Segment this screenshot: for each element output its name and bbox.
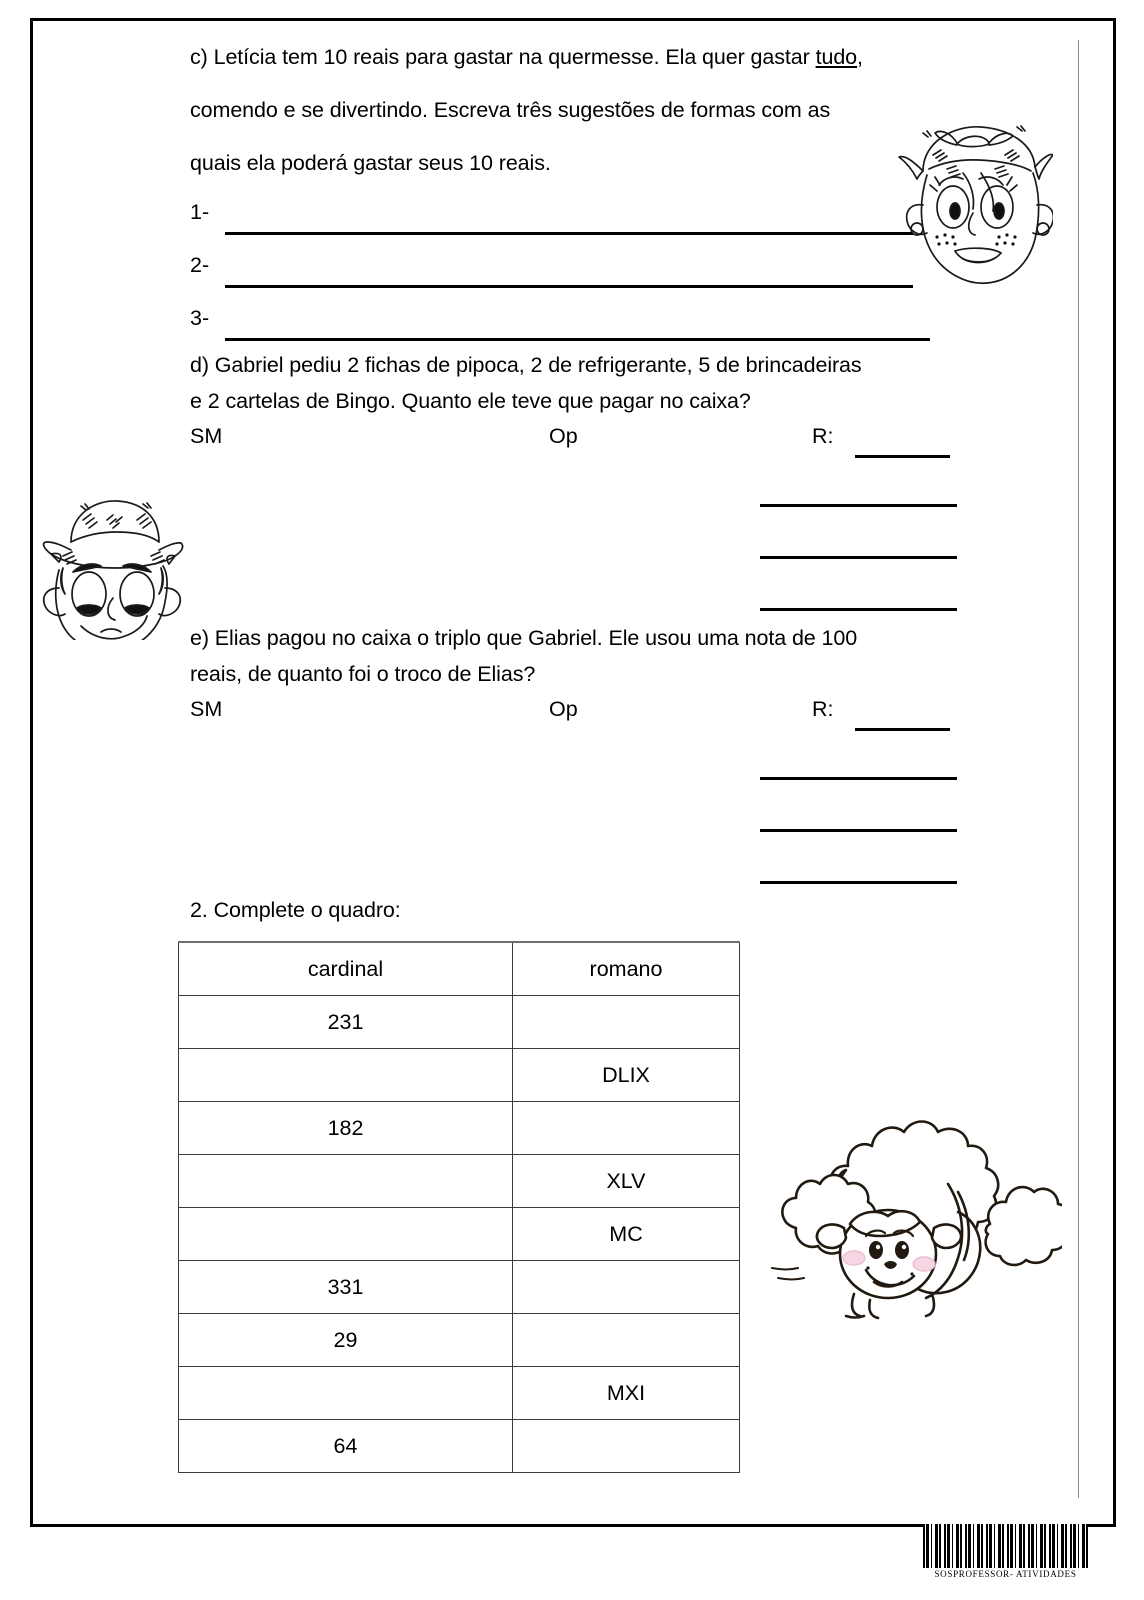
cell-cardinal[interactable]: 182 [179, 1102, 513, 1155]
cell-romano[interactable] [513, 1102, 740, 1155]
cell-romano[interactable] [513, 996, 740, 1049]
question-d-work-line-2[interactable] [760, 556, 957, 559]
cell-romano[interactable]: MXI [513, 1367, 740, 1420]
footer-barcode [923, 1524, 1088, 1579]
question-d-r-label: R: [812, 424, 834, 448]
exercise-2-heading: 2. Complete o quadro: [190, 898, 401, 922]
question-d-line1: d) Gabriel pediu 2 fichas de pipoca, 2 de refrigerante, 5 de brincadeiras [190, 353, 862, 377]
question-e-op-label: Op [549, 697, 578, 721]
girl-with-bandana-illustration [893, 113, 1053, 291]
cell-cardinal[interactable]: 64 [179, 1420, 513, 1473]
question-e-line2: reais, de quanto foi o troco de Elias? [190, 662, 536, 686]
question-e-r-label: R: [812, 697, 834, 721]
suggestion-marker-1: 1- [190, 200, 210, 224]
cell-romano[interactable]: DLIX [513, 1049, 740, 1102]
question-d-answer-blank[interactable] [855, 455, 950, 458]
suggestion-line-1[interactable] [225, 232, 913, 235]
question-e-work-line-3[interactable] [760, 881, 957, 884]
cell-romano[interactable] [513, 1314, 740, 1367]
question-d-work-line-1[interactable] [760, 504, 957, 507]
question-d-line2: e 2 cartelas de Bingo. Quanto ele teve que pagar no caixa? [190, 389, 751, 413]
question-c-emphasis: tudo [815, 45, 858, 69]
table-row [179, 1049, 740, 1102]
question-d-work-line-3[interactable] [760, 608, 957, 611]
cell-romano[interactable]: XLV [513, 1155, 740, 1208]
cell-romano[interactable] [513, 1420, 740, 1473]
cell-cardinal[interactable] [179, 1367, 513, 1420]
table-row [179, 1420, 740, 1473]
question-e-sm-label: SM [190, 697, 223, 721]
table-row [179, 1208, 740, 1261]
suggestion-marker-2: 2- [190, 253, 210, 277]
question-c-line1 [190, 47, 863, 69]
cell-romano[interactable]: MC [513, 1208, 740, 1261]
cell-cardinal[interactable] [179, 1155, 513, 1208]
table-row [179, 1102, 740, 1155]
question-c-line2: comendo e se divertindo. Escreva três sugestões de formas com as [190, 98, 831, 122]
barcode-label: SOSPROFESSOR- ATIVIDADES [934, 1569, 1077, 1579]
page-border-top [30, 18, 1116, 21]
question-e-line1: e) Elias pagou no caixa o triplo que Gabriel. Ele usou uma nota de 100 [190, 626, 858, 650]
suggestion-marker-3: 3- [190, 306, 210, 330]
cell-cardinal[interactable]: 29 [179, 1314, 513, 1367]
table-row [179, 1155, 740, 1208]
table-row [179, 1314, 740, 1367]
question-c-line1-text: c) Letícia tem 10 reais para gastar na quermesse. Ela quer gastar [190, 45, 816, 69]
suggestion-line-3[interactable] [225, 338, 930, 341]
cell-cardinal[interactable] [179, 1208, 513, 1261]
table-header-romano: romano [513, 942, 740, 996]
question-e-work-line-1[interactable] [760, 777, 957, 780]
suggestion-line-2[interactable] [225, 285, 913, 288]
cell-cardinal[interactable] [179, 1049, 513, 1102]
inner-vertical-rule [1078, 40, 1079, 1498]
question-d-sm-label: SM [190, 424, 223, 448]
table-row [179, 996, 740, 1049]
question-c-line1-tail: , [857, 45, 863, 69]
question-e-work-line-2[interactable] [760, 829, 957, 832]
question-e-answer-blank[interactable] [855, 728, 950, 731]
table-header-cardinal: cardinal [179, 942, 513, 996]
table-row [179, 1261, 740, 1314]
page-border-left [30, 18, 33, 1527]
table-header-row [179, 942, 740, 996]
cell-cardinal[interactable]: 231 [179, 996, 513, 1049]
barcode-bars-icon [923, 1524, 1088, 1568]
boy-with-straw-hat-illustration [33, 492, 193, 640]
cell-cardinal[interactable]: 331 [179, 1261, 513, 1314]
question-c-line3: quais ela poderá gastar seus 10 reais. [190, 151, 551, 175]
cartoon-sheep-illustration [762, 1072, 1062, 1322]
table-row [179, 1367, 740, 1420]
cell-romano[interactable] [513, 1261, 740, 1314]
question-d-op-label: Op [549, 424, 578, 448]
page-border-right [1113, 18, 1116, 1527]
cardinal-romano-table [178, 941, 740, 1473]
